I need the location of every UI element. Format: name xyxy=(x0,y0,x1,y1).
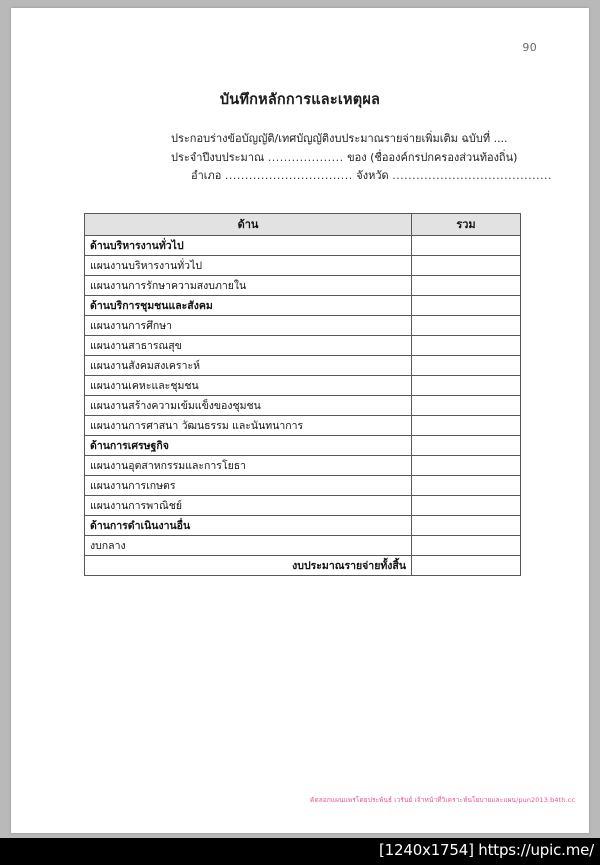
row-amount-cell[interactable] xyxy=(412,276,521,296)
row-amount-cell[interactable] xyxy=(412,356,521,376)
row-label-item: แผนงานสร้างความเข้มแข็งของชุมชน xyxy=(85,396,412,416)
row-label-item: แผนงานการเกษตร xyxy=(85,476,412,496)
row-amount-cell[interactable] xyxy=(412,236,521,256)
row-label-item: งบกลาง xyxy=(85,536,412,556)
row-label-item: แผนงานการศึกษา xyxy=(85,316,412,336)
row-label-item: แผนงานอุตสาหกรรมและการโยธา xyxy=(85,456,412,476)
row-amount-cell[interactable] xyxy=(412,456,521,476)
row-amount-cell[interactable] xyxy=(412,436,521,456)
row-amount-cell[interactable] xyxy=(412,556,521,576)
row-label-item: แผนงานสาธารณสุข xyxy=(85,336,412,356)
row-label-group: ด้านการเศรษฐกิจ xyxy=(85,436,412,456)
district-blank: ................................ xyxy=(224,169,353,182)
row-amount-cell[interactable] xyxy=(412,536,521,556)
row-amount-cell[interactable] xyxy=(412,316,521,336)
row-label-group: ด้านการดำเนินงานอื่น xyxy=(85,516,412,536)
column-header-name: ด้าน xyxy=(85,214,412,236)
fiscal-year-blank: ................... xyxy=(267,150,344,164)
document-page xyxy=(11,8,589,833)
table-body xyxy=(85,236,521,576)
row-amount-cell[interactable] xyxy=(412,516,521,536)
table-header xyxy=(85,214,521,236)
table-row xyxy=(85,516,521,536)
table-row xyxy=(85,476,521,496)
table-row xyxy=(85,496,521,516)
organization-name-hint: (ชื่อองค์กรปกครองส่วนท้องถิ่น) xyxy=(370,150,518,164)
table-row xyxy=(85,236,521,256)
page-title: บันทึกหลักการและเหตุผล xyxy=(219,92,381,108)
table-row xyxy=(85,256,521,276)
row-amount-cell[interactable] xyxy=(412,376,521,396)
row-amount-cell[interactable] xyxy=(412,416,521,436)
row-amount-cell[interactable] xyxy=(412,496,521,516)
table-row xyxy=(85,376,521,396)
table-header-row xyxy=(85,214,521,236)
district-label: อำเภอ xyxy=(191,169,222,182)
of-label: ของ xyxy=(347,150,367,164)
table-row xyxy=(85,336,521,356)
watermark-bar xyxy=(0,838,600,865)
table-row xyxy=(85,456,521,476)
table-row xyxy=(85,536,521,556)
row-label-item: แผนงานการศาสนา วัฒนธรรม และนันทนาการ xyxy=(85,416,412,436)
table-row xyxy=(85,396,521,416)
table-row xyxy=(85,556,521,576)
intro-line-3 xyxy=(11,167,589,186)
row-label-group: ด้านบริหารงานทั่วไป xyxy=(85,236,412,256)
column-header-sum: รวม xyxy=(412,214,521,236)
row-amount-cell[interactable] xyxy=(412,256,521,276)
row-label-item: แผนงานสังคมสงเคราะห์ xyxy=(85,356,412,376)
fiscal-year-label: ประจำปีงบประมาณ xyxy=(171,150,265,164)
row-amount-cell[interactable] xyxy=(412,336,521,356)
watermark-text: [1240x1754] https://upic.me/ xyxy=(379,841,594,859)
table-row xyxy=(85,276,521,296)
table-row xyxy=(85,356,521,376)
intro-block xyxy=(11,130,589,186)
intro-line-1: ประกอบร่างข้อบัญญัติ/เทศบัญญัติงบประมาณรายจ่ายเพิ่มเติม ฉบับที่ .... xyxy=(171,132,508,145)
row-label-item: แผนงานบริหารงานทั่วไป xyxy=(85,256,412,276)
row-amount-cell[interactable] xyxy=(412,476,521,496)
table-row xyxy=(85,416,521,436)
row-label-group: ด้านบริการชุมชนและสังคม xyxy=(85,296,412,316)
row-label-total: งบประมาณรายจ่ายทั้งสิ้น xyxy=(85,556,412,576)
budget-table xyxy=(84,213,521,576)
table-row xyxy=(85,316,521,336)
credit-note: คัดลอกแผนแพร่โดยประพันธ์ เวรันย์ เจ้าหน้าที่วิเคราะห์นโยบายและแผน/pun2013.b4th.cc xyxy=(310,796,575,804)
table-row xyxy=(85,296,521,316)
intro-line-2 xyxy=(11,149,589,168)
table-row xyxy=(85,436,521,456)
page-number: 90 xyxy=(522,41,537,54)
budget-table-container xyxy=(84,213,520,576)
province-label: จังหวัด xyxy=(356,169,389,182)
row-label-item: แผนงานเคหะและชุมชน xyxy=(85,376,412,396)
row-label-item: แผนงานการรักษาความสงบภายใน xyxy=(85,276,412,296)
row-amount-cell[interactable] xyxy=(412,296,521,316)
row-label-item: แผนงานการพาณิชย์ xyxy=(85,496,412,516)
province-blank: ........................................ xyxy=(392,169,553,182)
row-amount-cell[interactable] xyxy=(412,396,521,416)
